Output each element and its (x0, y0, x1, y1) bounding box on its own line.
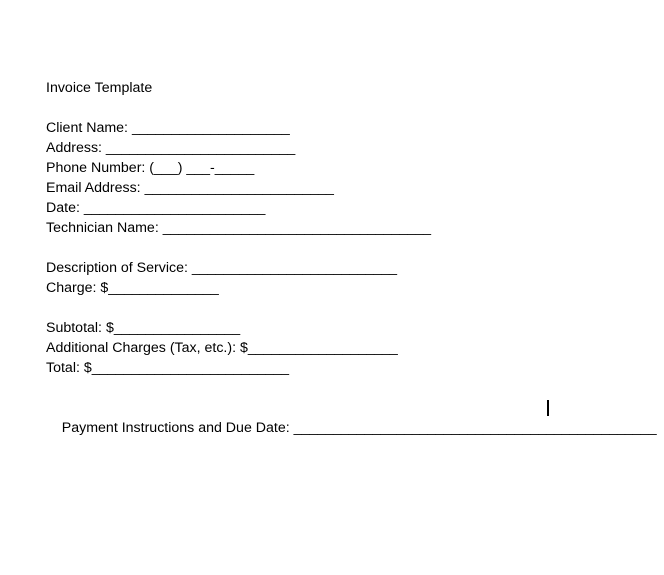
date-field: Date: _______________________ (46, 200, 266, 216)
technician-name-field: Technician Name: __________________________________ (46, 220, 431, 236)
text-cursor (547, 400, 549, 416)
additional-charges-field: Additional Charges (Tax, etc.): $___________________ (46, 340, 398, 356)
payment-instructions-line (46, 398, 657, 436)
charge-field: Charge: $______________ (46, 280, 219, 296)
address-field: Address: ________________________ (46, 140, 296, 156)
blank-line (46, 98, 646, 118)
description-of-service-field: Description of Service: __________________________ (46, 260, 398, 276)
phone-number-field: Phone Number: (___) ___-_____ (46, 160, 255, 176)
subtotal-field: Subtotal: $________________ (46, 320, 241, 336)
total-field: Total: $_________________________ (46, 360, 290, 376)
document-body[interactable] (46, 78, 657, 436)
blank-line (46, 238, 646, 258)
email-address-field: Email Address: ________________________ (46, 180, 334, 196)
payment-instructions-field: Payment Instructions and Due Date: ______________________________________________ (61, 420, 657, 436)
blank-line (46, 298, 646, 318)
blank-line (46, 378, 646, 398)
client-name-field: Client Name: ____________________ (46, 120, 290, 136)
document-title: Invoice Template (46, 80, 153, 96)
